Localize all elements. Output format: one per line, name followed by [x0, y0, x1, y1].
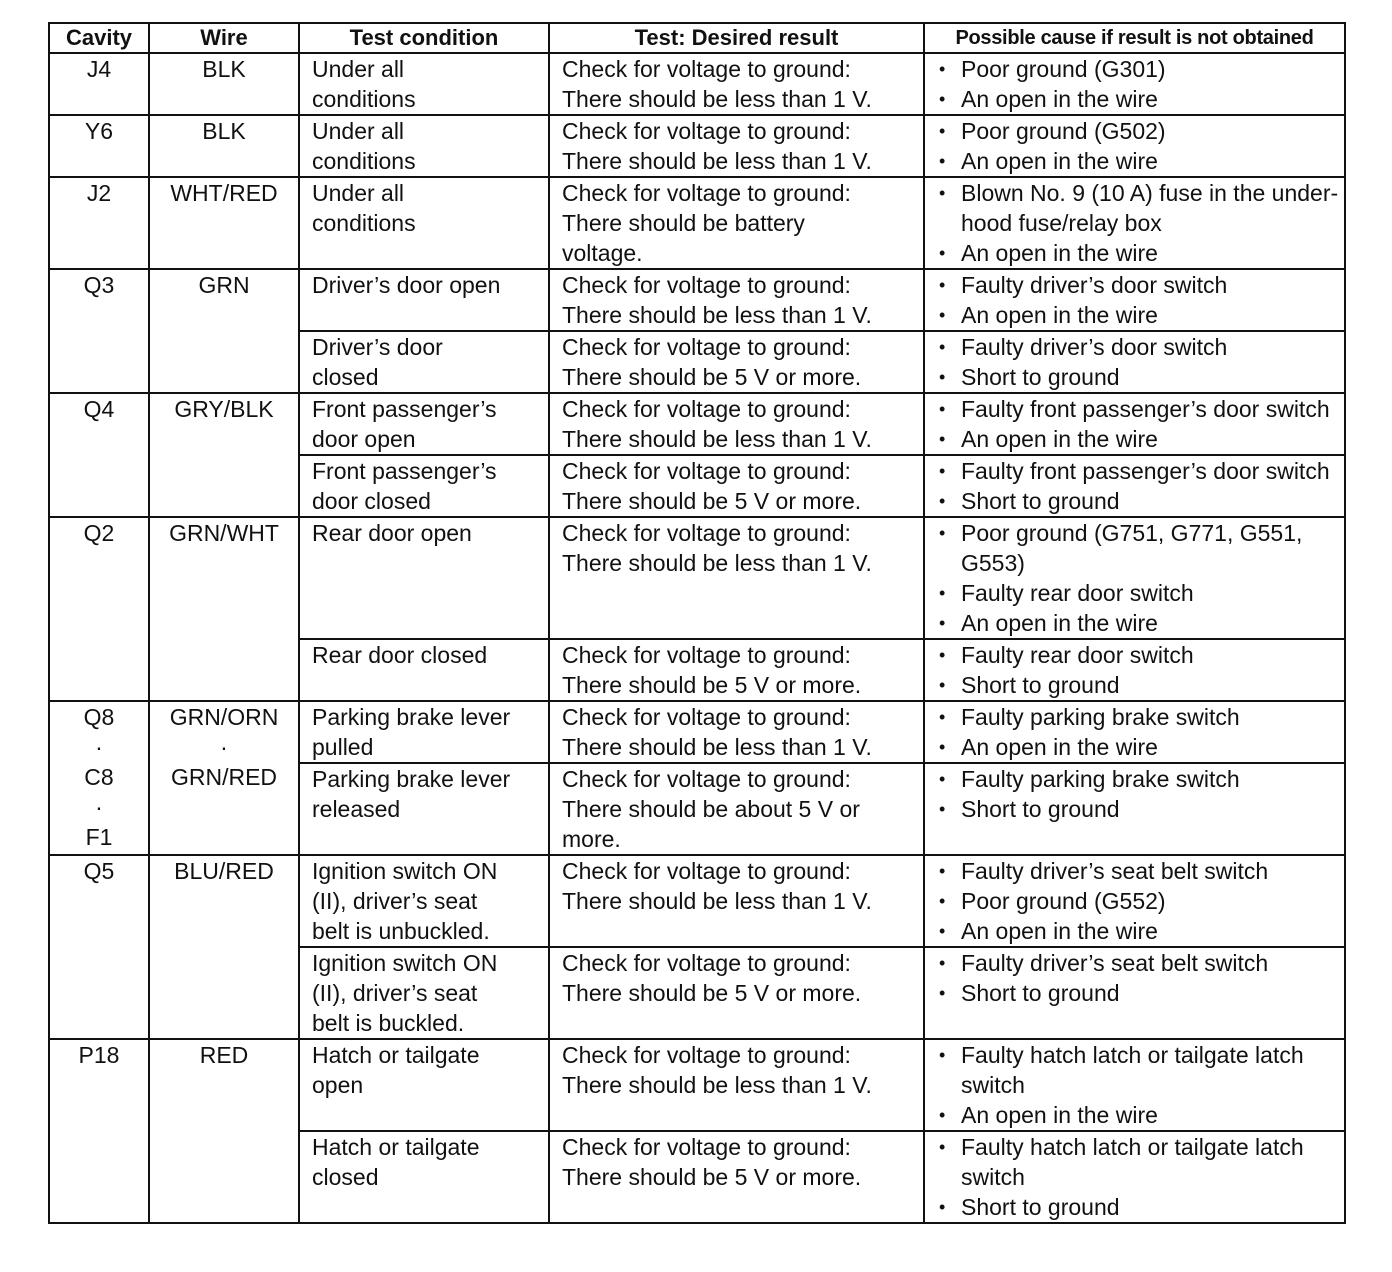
desired-result-cell — [549, 947, 924, 1039]
cause-list — [925, 116, 1344, 176]
desired-result-cell — [549, 639, 924, 701]
desired-result-text: There should be 5 V or more. — [562, 364, 862, 390]
cause-item: • Faulty parking brake switch — [939, 702, 1340, 732]
wire-cell — [149, 115, 299, 177]
cause-list — [925, 1040, 1344, 1130]
table-row — [49, 53, 1345, 115]
test-condition-text: Front passenger’s — [312, 458, 497, 484]
test-condition-cell — [299, 331, 549, 393]
cause-item: • An open in the wire — [939, 84, 1340, 114]
wire-cell — [149, 517, 299, 701]
test-condition-text: Ignition switch ON — [312, 950, 498, 976]
desired-result-text: Check for voltage to ground: — [562, 950, 851, 976]
desired-result-text: Check for voltage to ground: — [562, 704, 851, 730]
desired-result-text: There should be about 5 V or — [562, 796, 860, 822]
test-condition-cell — [299, 855, 549, 947]
test-condition-cell — [299, 115, 549, 177]
wire-cell — [149, 701, 299, 855]
test-condition-text: Hatch or tailgate — [312, 1134, 480, 1160]
table-row — [49, 855, 1345, 947]
desired-result-text: Check for voltage to ground: — [562, 334, 851, 360]
test-condition-text: (II), driver’s seat — [312, 980, 478, 1006]
desired-result-cell — [549, 1039, 924, 1131]
cavity-value: Q5 — [83, 858, 115, 884]
cause-list — [925, 54, 1344, 114]
cause-item: • An open in the wire — [939, 238, 1340, 268]
cause-item: • Faulty parking brake switch — [939, 764, 1340, 794]
table-row — [49, 115, 1345, 177]
cause-list — [925, 456, 1344, 516]
table-row — [49, 393, 1345, 455]
cavity-cell — [49, 855, 149, 1039]
cavity-value: Q2 — [83, 520, 115, 546]
cause-list — [925, 178, 1344, 268]
desired-result-text: There should be less than 1 V. — [562, 86, 872, 112]
test-condition-text: conditions — [312, 86, 416, 112]
wire-value: GRN — [198, 272, 250, 298]
cause-item: • An open in the wire — [939, 300, 1340, 330]
desired-result-text: Check for voltage to ground: — [562, 520, 851, 546]
header-possible-cause: Possible cause if result is not obtained — [924, 23, 1345, 53]
cause-item: • Faulty driver’s seat belt switch — [939, 948, 1340, 978]
cavity-value: P18 — [78, 1042, 120, 1068]
desired-result-text: There should be 5 V or more. — [562, 980, 862, 1006]
cavity-cell — [49, 1039, 149, 1223]
wire-value: GRN/WHT — [169, 520, 279, 546]
possible-cause-cell — [924, 331, 1345, 393]
cause-list — [925, 394, 1344, 454]
test-condition-cell — [299, 177, 549, 269]
wire-cell — [149, 177, 299, 269]
test-table — [48, 22, 1346, 1224]
cause-item: • Short to ground — [939, 670, 1340, 700]
desired-result-cell — [549, 855, 924, 947]
cause-item: • Short to ground — [939, 486, 1340, 516]
desired-result-cell — [549, 393, 924, 455]
cause-item: • Short to ground — [939, 362, 1340, 392]
possible-cause-cell — [924, 455, 1345, 517]
wire-value: · — [220, 734, 228, 760]
cause-list — [925, 948, 1344, 1008]
cause-item: • Faulty rear door switch — [939, 640, 1340, 670]
cause-item: • Blown No. 9 (10 A) fuse in the under-hood fuse/relay box — [939, 178, 1340, 238]
test-condition-text: Driver’s door — [312, 334, 443, 360]
test-condition-text: (II), driver’s seat — [312, 888, 478, 914]
cause-item: • Faulty front passenger’s door switch — [939, 456, 1340, 486]
wire-value: GRN/ORN — [169, 704, 279, 730]
test-condition-text: pulled — [312, 734, 374, 760]
cause-list — [925, 640, 1344, 700]
possible-cause-cell — [924, 639, 1345, 701]
test-condition-cell — [299, 763, 549, 855]
cavity-value: · — [95, 794, 103, 820]
desired-result-cell — [549, 115, 924, 177]
test-condition-cell — [299, 269, 549, 331]
cause-list — [925, 332, 1344, 392]
cause-item: • Faulty driver’s door switch — [939, 270, 1340, 300]
possible-cause-cell — [924, 763, 1345, 855]
cause-list — [925, 518, 1344, 638]
test-condition-text: Ignition switch ON — [312, 858, 498, 884]
wire-cell — [149, 393, 299, 517]
cavity-value: Q8 — [83, 704, 115, 730]
wire-value: BLK — [202, 118, 246, 144]
test-condition-cell — [299, 1039, 549, 1131]
test-condition-cell — [299, 517, 549, 639]
possible-cause-cell — [924, 1131, 1345, 1223]
cause-item: • An open in the wire — [939, 424, 1340, 454]
table-row — [49, 269, 1345, 331]
test-condition-cell — [299, 1131, 549, 1223]
test-condition-text: belt is buckled. — [312, 1010, 465, 1036]
desired-result-text: There should be less than 1 V. — [562, 550, 872, 576]
wire-value: GRY/BLK — [174, 396, 274, 422]
test-condition-text: door closed — [312, 488, 431, 514]
test-condition-text: closed — [312, 1164, 379, 1190]
desired-result-text: more. — [562, 826, 621, 852]
wire-cell — [149, 269, 299, 393]
cause-item: • An open in the wire — [939, 1100, 1340, 1130]
test-condition-text: conditions — [312, 210, 416, 236]
desired-result-cell — [549, 269, 924, 331]
test-condition-cell — [299, 393, 549, 455]
cause-list — [925, 856, 1344, 946]
cause-item: • Short to ground — [939, 978, 1340, 1008]
desired-result-text: There should be less than 1 V. — [562, 148, 872, 174]
test-condition-text: Parking brake lever — [312, 704, 511, 730]
cause-item: • Poor ground (G502) — [939, 116, 1340, 146]
header-wire: Wire — [149, 23, 299, 53]
desired-result-text: Check for voltage to ground: — [562, 56, 851, 82]
cause-item: • An open in the wire — [939, 916, 1340, 946]
possible-cause-cell — [924, 53, 1345, 115]
desired-result-cell — [549, 455, 924, 517]
desired-result-text: There should be less than 1 V. — [562, 302, 872, 328]
possible-cause-cell — [924, 947, 1345, 1039]
wire-value: BLU/RED — [174, 858, 274, 884]
table-row — [49, 517, 1345, 639]
test-condition-text: Under all — [312, 180, 405, 206]
wire-value: RED — [199, 1042, 249, 1068]
table-row — [49, 701, 1345, 763]
test-condition-text: released — [312, 796, 401, 822]
desired-result-text: There should be less than 1 V. — [562, 888, 872, 914]
wire-cell — [149, 855, 299, 1039]
test-condition-text: open — [312, 1072, 364, 1098]
wire-cell — [149, 1039, 299, 1223]
cause-list — [925, 270, 1344, 330]
cause-list — [925, 764, 1344, 824]
cavity-cell — [49, 701, 149, 855]
table-row — [49, 177, 1345, 269]
cause-item: • Faulty driver’s seat belt switch — [939, 856, 1340, 886]
possible-cause-cell — [924, 393, 1345, 455]
header-desired-result: Test: Desired result — [549, 23, 924, 53]
test-condition-text: belt is unbuckled. — [312, 918, 490, 944]
test-condition-text: Rear door closed — [312, 642, 488, 668]
cause-item: • An open in the wire — [939, 146, 1340, 176]
cause-item: • Faulty driver’s door switch — [939, 332, 1340, 362]
desired-result-cell — [549, 53, 924, 115]
cause-item: • An open in the wire — [939, 608, 1340, 638]
desired-result-text: Check for voltage to ground: — [562, 396, 851, 422]
desired-result-cell — [549, 177, 924, 269]
cavity-value: C8 — [84, 764, 114, 790]
test-condition-text: door open — [312, 426, 416, 452]
desired-result-text: Check for voltage to ground: — [562, 766, 851, 792]
test-condition-text: Hatch or tailgate — [312, 1042, 480, 1068]
test-condition-text: Under all — [312, 56, 405, 82]
cavity-cell — [49, 115, 149, 177]
desired-result-text: There should be less than 1 V. — [562, 426, 872, 452]
cause-item: • Poor ground (G552) — [939, 886, 1340, 916]
desired-result-cell — [549, 763, 924, 855]
possible-cause-cell — [924, 177, 1345, 269]
header-test-condition: Test condition — [299, 23, 549, 53]
wire-value: GRN/RED — [170, 764, 278, 790]
cavity-value: · — [95, 734, 103, 760]
cause-item: • Poor ground (G301) — [939, 54, 1340, 84]
wire-value: BLK — [202, 56, 246, 82]
test-condition-cell — [299, 639, 549, 701]
cavity-value: Q4 — [83, 396, 115, 422]
desired-result-text: Check for voltage to ground: — [562, 458, 851, 484]
desired-result-text: Check for voltage to ground: — [562, 642, 851, 668]
test-condition-cell — [299, 53, 549, 115]
possible-cause-cell — [924, 855, 1345, 947]
desired-result-text: Check for voltage to ground: — [562, 180, 851, 206]
desired-result-text: Check for voltage to ground: — [562, 118, 851, 144]
cavity-value: J2 — [86, 180, 112, 206]
cavity-cell — [49, 269, 149, 393]
cavity-cell — [49, 177, 149, 269]
desired-result-text: There should be 5 V or more. — [562, 488, 862, 514]
cavity-value: J4 — [86, 56, 112, 82]
cavity-cell — [49, 393, 149, 517]
cause-item: • Faulty front passenger’s door switch — [939, 394, 1340, 424]
cause-item: • Faulty hatch latch or tailgate latch switch — [939, 1040, 1340, 1100]
cause-list — [925, 1132, 1344, 1222]
cavity-value: F1 — [85, 824, 113, 850]
desired-result-text: Check for voltage to ground: — [562, 272, 851, 298]
desired-result-text: There should be 5 V or more. — [562, 1164, 862, 1190]
cause-list — [925, 702, 1344, 762]
desired-result-cell — [549, 1131, 924, 1223]
wire-cell — [149, 53, 299, 115]
test-condition-text: closed — [312, 364, 379, 390]
test-condition-text: conditions — [312, 148, 416, 174]
test-condition-text: Parking brake lever — [312, 766, 511, 792]
cavity-value: Y6 — [84, 118, 114, 144]
desired-result-text: Check for voltage to ground: — [562, 858, 851, 884]
test-condition-cell — [299, 455, 549, 517]
test-condition-cell — [299, 701, 549, 763]
possible-cause-cell — [924, 517, 1345, 639]
cause-item: • Poor ground (G751, G771, G551, G553) — [939, 518, 1340, 578]
desired-result-cell — [549, 517, 924, 639]
cavity-value: Q3 — [83, 272, 115, 298]
test-condition-text: Rear door open — [312, 520, 472, 546]
desired-result-cell — [549, 701, 924, 763]
desired-result-text: There should be 5 V or more. — [562, 672, 862, 698]
table-row — [49, 1039, 1345, 1131]
test-condition-text: Driver’s door open — [312, 272, 501, 298]
possible-cause-cell — [924, 115, 1345, 177]
header-row — [49, 23, 1345, 53]
wire-value: WHT/RED — [170, 180, 278, 206]
test-condition-text: Under all — [312, 118, 405, 144]
desired-result-cell — [549, 331, 924, 393]
cause-item: • Short to ground — [939, 1192, 1340, 1222]
table-body — [49, 53, 1345, 1223]
desired-result-text: Check for voltage to ground: — [562, 1042, 851, 1068]
cause-item: • Faulty hatch latch or tailgate latch switch — [939, 1132, 1340, 1192]
desired-result-text: There should be less than 1 V. — [562, 734, 872, 760]
cavity-cell — [49, 517, 149, 701]
possible-cause-cell — [924, 269, 1345, 331]
test-condition-text: Front passenger’s — [312, 396, 497, 422]
cause-item: • An open in the wire — [939, 732, 1340, 762]
desired-result-text: Check for voltage to ground: — [562, 1134, 851, 1160]
cause-item: • Faulty rear door switch — [939, 578, 1340, 608]
cavity-cell — [49, 53, 149, 115]
desired-result-text: There should be less than 1 V. — [562, 1072, 872, 1098]
test-condition-cell — [299, 947, 549, 1039]
possible-cause-cell — [924, 1039, 1345, 1131]
desired-result-text: There should be battery — [562, 210, 805, 236]
cause-item: • Short to ground — [939, 794, 1340, 824]
possible-cause-cell — [924, 701, 1345, 763]
desired-result-text: voltage. — [562, 240, 643, 266]
header-cavity: Cavity — [49, 23, 149, 53]
